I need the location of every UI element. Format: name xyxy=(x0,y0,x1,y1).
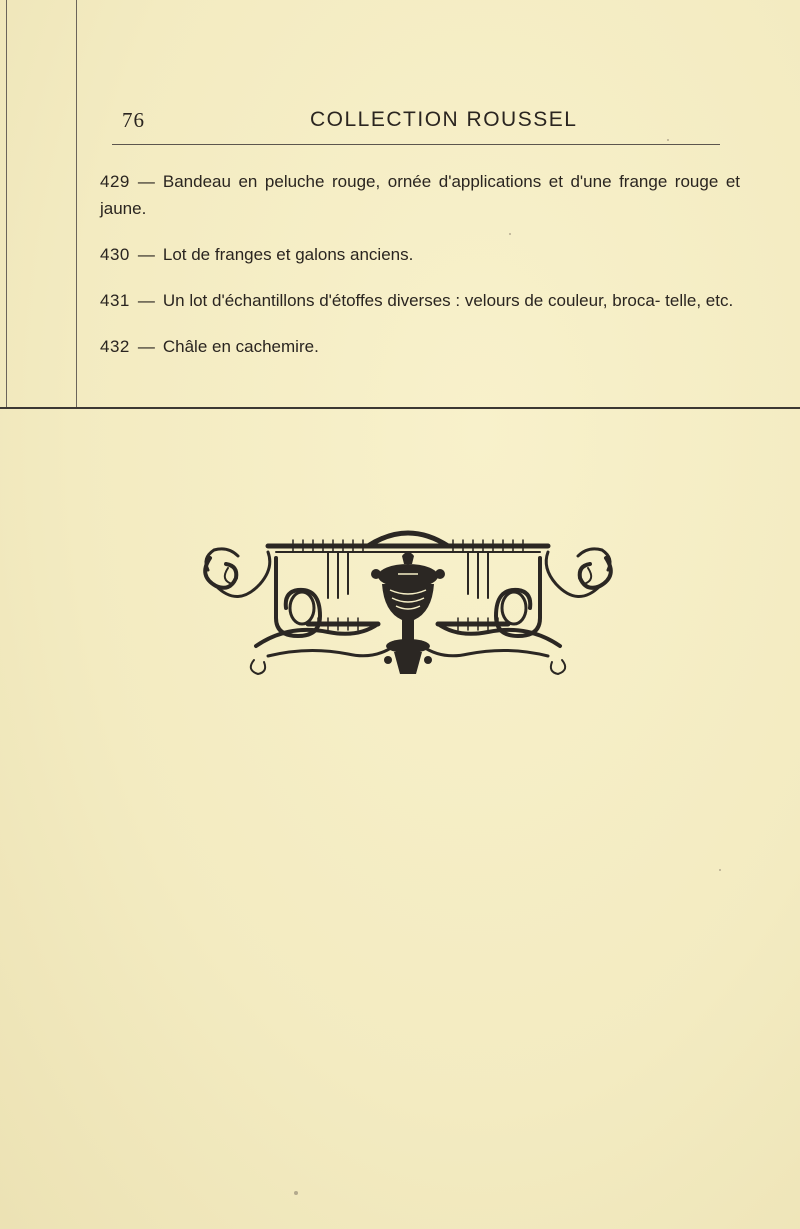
entry-text: Un lot d'échantillons d'étoffes diverses : velours de couleur, broca- telle, etc. xyxy=(162,291,734,310)
entry-number: 431 xyxy=(100,291,130,310)
catalogue-entry xyxy=(100,287,740,314)
entry-text: Bandeau en peluche rouge, ornée d'applications et d'une frange rouge et jaune. xyxy=(100,172,740,218)
header-rule xyxy=(112,144,720,145)
scan-edge-line-left xyxy=(6,0,7,408)
scan-edge-line-inner xyxy=(76,0,77,408)
scan-edge-line-bottom xyxy=(0,407,800,409)
catalogue-entry xyxy=(100,333,740,360)
page-header xyxy=(0,108,800,138)
entry-text: Lot de franges et galons anciens. xyxy=(162,245,414,264)
page-number: 76 xyxy=(122,108,145,132)
catalogue-entry xyxy=(100,241,740,268)
catalogue-entries xyxy=(100,168,740,379)
entry-number: 432 xyxy=(100,337,130,356)
entry-dash: — xyxy=(137,172,155,191)
entry-dash: — xyxy=(137,245,155,264)
catalogue-entry xyxy=(100,168,740,222)
entry-text: Châle en cachemire. xyxy=(162,337,319,356)
entry-dash: — xyxy=(137,337,155,356)
entry-dash: — xyxy=(137,291,155,310)
urn-scroll-ornament-icon xyxy=(198,528,618,678)
entry-number: 430 xyxy=(100,245,130,264)
running-title: COLLECTION ROUSSEL xyxy=(310,108,578,131)
entry-number: 429 xyxy=(100,172,130,191)
